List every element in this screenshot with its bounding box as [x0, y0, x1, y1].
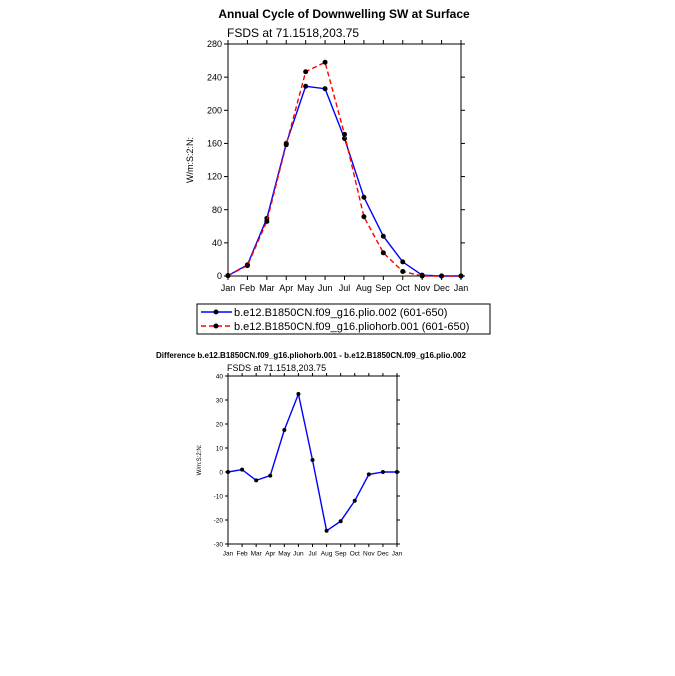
y-tick-label: 0	[219, 469, 223, 477]
series-layer	[226, 60, 464, 279]
data-point	[381, 470, 385, 474]
data-point	[226, 273, 231, 278]
x-tick-label: Oct	[395, 283, 410, 293]
data-point	[381, 250, 386, 255]
x-tick-label: Feb	[236, 550, 248, 558]
y-tick-label: -30	[213, 541, 223, 549]
y-ticks	[207, 39, 465, 281]
y-tick-label: 280	[206, 39, 222, 50]
chart-title: Difference b.e12.B1850CN.f09_g16.pliohorb.001 - b.e12.B1850CN.f09_g16.plio.002	[156, 351, 466, 360]
series-line-0	[228, 86, 461, 276]
y-tick-label: 10	[215, 445, 223, 453]
x-tick-label: Jun	[317, 283, 333, 293]
data-point	[381, 234, 386, 239]
x-tick-label: May	[297, 283, 315, 293]
x-tick-label: Oct	[349, 550, 360, 558]
legend	[197, 304, 490, 334]
x-tick-label: Dec	[377, 550, 389, 558]
x-tick-label: Jul	[308, 550, 317, 558]
y-tick-label: 120	[206, 171, 222, 182]
y-tick-label: -20	[213, 517, 223, 525]
y-axis-label: W/m:S:2:N:	[197, 444, 203, 476]
legend-marker-plio	[214, 310, 219, 315]
data-point	[439, 274, 444, 279]
y-ticks	[214, 373, 400, 548]
legend-marker-pliohorb	[214, 324, 219, 329]
x-tick-label: Jan	[391, 550, 403, 558]
data-point	[323, 60, 328, 65]
data-point	[342, 132, 347, 137]
series-layer	[226, 392, 399, 533]
chart-title: Annual Cycle of Downwelling SW at Surface	[218, 7, 470, 21]
x-tick-label: Dec	[433, 283, 450, 293]
data-point	[420, 274, 425, 279]
plot-frame	[228, 44, 461, 276]
x-tick-label: Feb	[239, 283, 256, 293]
x-tick-label: Mar	[250, 550, 262, 558]
data-point	[400, 269, 405, 274]
y-tick-label: 0	[216, 271, 222, 282]
data-point	[311, 458, 315, 462]
difference-chart	[156, 351, 466, 558]
x-ticks	[221, 40, 469, 293]
data-point	[282, 428, 286, 432]
data-point	[303, 69, 308, 74]
x-tick-label: Jan	[453, 283, 469, 293]
data-point	[284, 142, 289, 147]
data-point	[395, 470, 399, 474]
data-point	[245, 263, 250, 268]
y-tick-label: 40	[211, 238, 222, 249]
data-point	[361, 214, 366, 219]
x-tick-label: Aug	[320, 550, 333, 558]
data-point	[367, 472, 371, 476]
x-tick-label: Nov	[363, 550, 375, 558]
x-tick-label: Nov	[414, 283, 431, 293]
x-tick-label: Apr	[279, 283, 294, 293]
y-tick-label: 240	[206, 72, 222, 83]
data-point	[339, 519, 343, 523]
x-tick-label: Jan	[220, 283, 236, 293]
data-point	[240, 468, 244, 472]
y-tick-label: -10	[213, 493, 223, 501]
series-line-0	[228, 394, 397, 531]
x-tick-label: Aug	[355, 283, 372, 293]
x-tick-label: May	[278, 550, 291, 558]
y-tick-label: 160	[206, 138, 222, 149]
data-point	[303, 84, 308, 89]
data-point	[268, 474, 272, 478]
data-point	[400, 259, 405, 264]
x-tick-label: Sep	[334, 550, 347, 558]
y-tick-label: 20	[215, 421, 223, 429]
series-line-1	[228, 62, 461, 276]
y-tick-label: 80	[211, 204, 222, 215]
data-point	[325, 529, 329, 533]
annual-cycle-chart	[185, 7, 490, 334]
x-tick-label: Jul	[338, 283, 351, 293]
x-tick-label: Apr	[265, 550, 276, 558]
legend-label-pliohorb: b.e12.B1850CN.f09_g16.pliohorb.001 (601-650)	[234, 321, 470, 333]
x-tick-label: Mar	[259, 283, 275, 293]
y-tick-label: 30	[215, 397, 223, 405]
y-tick-label: 40	[215, 373, 223, 381]
data-point	[353, 499, 357, 503]
x-ticks	[223, 373, 403, 558]
x-tick-label: Jun	[293, 550, 304, 558]
data-point	[264, 219, 269, 224]
data-point	[459, 274, 464, 279]
data-point	[254, 478, 258, 482]
chart-subtitle: FSDS at 71.1518,203.75	[227, 363, 327, 373]
data-point	[361, 195, 366, 200]
y-axis-label: W/m:S:2:N:	[185, 136, 195, 184]
legend-label-plio: b.e12.B1850CN.f09_g16.plio.002 (601-650)	[234, 307, 448, 319]
data-point	[323, 86, 328, 91]
chart-subtitle: FSDS at 71.1518,203.75	[227, 26, 360, 40]
x-tick-label: Sep	[375, 283, 392, 293]
y-tick-label: 200	[206, 105, 222, 116]
data-point	[296, 392, 300, 396]
x-tick-label: Jan	[222, 550, 234, 558]
data-point	[226, 470, 230, 474]
